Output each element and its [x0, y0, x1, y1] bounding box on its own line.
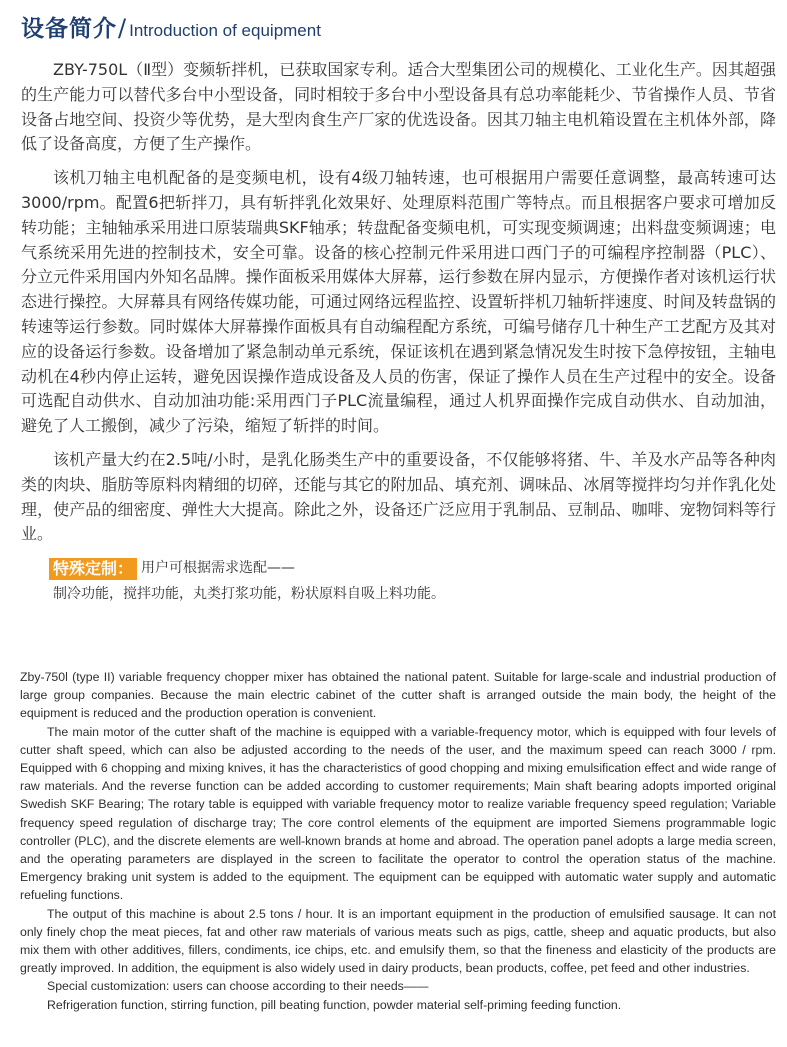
english-description [20, 668, 776, 1014]
cn-paragraph-2: 该机刀轴主电机配备的是变频电机，设有4级刀轴转速，也可根据用户需要任意调整，最高转速可达3000/rpm。配置6把斩拌刀，具有斩拌乳化效果好、处理原料范围广等特点。而且根据客户要求可增加反转功能；主轴轴承采用进口原装瑞典SKF轴承；转盘配备变频电机，可实现变频调速；出料盘变频调速；电气系统采用先进的控制技术，安全可靠。设备的核心控制元件采用进口西门子的可编程序控制器（PLC）、分立元件采用国内外知名品牌。操作面板采用媒体大屏幕，运行参数在屏内显示，方便操作者对该机运行状态进行操控。大屏幕具有网络传媒功能，可通过网络远程监控、设置斩拌机刀轴斩拌速度、时间及转盘锅的转速等运行参数。同时媒体大屏幕操作面板具有自动编程配方系统，可编号储存几十种生产工艺配方及其对应的设备运行参数。设备增加了紧急制动单元系统，保证该机在遇到紧急情况发生时按下急停按钮，主轴电动机在4秒内停止运转，避免因误操作造成设备及人员的伤害，保证了操作人员在生产过程中的安全。设备可选配自动供水、自动加油功能:采用西门子PLC流量编程，通过人机界面操作完成自动供水、自动加油，避免了人工搬倒，减少了污染，缩短了斩拌的时间。 [21, 168, 776, 436]
en-paragraph-1: Zby-750l (type II) variable frequency chopper mixer has obtained the national patent. Suitable for large-scale and industrial production of large group companies. Because the main electric cabinet of the cutter shaft is arranged outside the main body, the height of the equipment is reduced and the production operation is convenient. [20, 670, 776, 721]
cn-paragraph-1: ZBY-750L（Ⅱ型）变频斩拌机，已获取国家专利。适合大型集团公司的规模化、工业化生产。因其超强的生产能力可以替代多台中小型设备，同时相较于多台中小型设备具有总功率能耗少、节省操作人员、节省设备占地空间、投资少等优势，是大型肉食生产厂家的优选设备。因其刀轴主电机箱设置在主机体外部，降低了设备高度，方便了生产操作。 [21, 60, 776, 154]
en-paragraph-2: The main motor of the cutter shaft of the machine is equipped with a variable-frequency motor, which is equipped with four levels of cutter shaft speed, which can also be adjusted according to the needs of the user, and the maximum speed can reach 3000 / rpm. Equipped with 6 chopping and mixing knives, it has the characteristics of good chopping and mixing emulsification effect and wide range of raw materials. And the reverse function can be added according to customer requirements; Main shaft bearing adopts imported original Swedish SKF Bearing; The rotary table is equipped with variable frequency motor to realize variable frequency speed regulation; Variable frequency speed regulation of discharge tray; The core control elements of the equipment are imported Siemens programmable logic controller (PLC), and the discrete elements are well-known brands at home and abroad. The operation panel adopts a large media screen, and the operating parameters are displayed in the screen to facilitate the operator to control the operation status of the machine. Emergency braking unit system is added to the equipment. The equipment can be equipped with automatic water supply and automatic refueling functions. [20, 724, 776, 903]
en-custom-line-2: Refrigeration function, stirring function, pill beating function, powder material self-priming feeding function. [47, 997, 622, 1012]
custom-intro-text: 用户可根据需求选配—— [141, 560, 296, 577]
header-title-cn: 设备简介 [21, 16, 117, 42]
header-title-en: Introduction of equipment [129, 21, 321, 40]
cn-paragraph-3: 该机产量大约在2.5吨/小时，是乳化肠类生产中的重要设备，不仅能够将猪、牛、羊及水产品等各种肉类的肉块、脂肪等原料肉精细的切碎，还能与其它的附加品、填充剂、调味品、冰屑等搅拌均匀并作乳化处理，使产品的细密度、弹性大大提高。除此之外，设备还广泛应用于乳制品、豆制品、咖啡、宠物饲料等行业。 [21, 449, 776, 544]
custom-options [21, 556, 776, 607]
en-paragraph-3: The output of this machine is about 2.5 tons / hour. It is an important equipment in the production of emulsified sausage. It can not only finely chop the meat pieces, fat and other raw materials of various meats such as pigs, cattle, sheep and aquatic products, but also mix them with other additives, fillers, condiments, ice chips, etc. and emulsify them, so that the fineness and elasticity of the products are greatly improved. In addition, the equipment is also widely used in dairy products, bean products, coffee, pet feed and other industries. [20, 906, 776, 976]
custom-options-heading [49, 556, 776, 581]
chinese-description [21, 58, 776, 607]
custom-badge: 特殊定制： [49, 558, 137, 580]
header-slash: / [118, 14, 127, 42]
custom-functions: 制冷功能，搅拌功能，丸类打浆功能，粉状原料自吸上料功能。 [53, 585, 445, 602]
section-header [21, 10, 321, 43]
en-custom-line-1: Special customization: users can choose according to their needs—— [47, 979, 429, 994]
